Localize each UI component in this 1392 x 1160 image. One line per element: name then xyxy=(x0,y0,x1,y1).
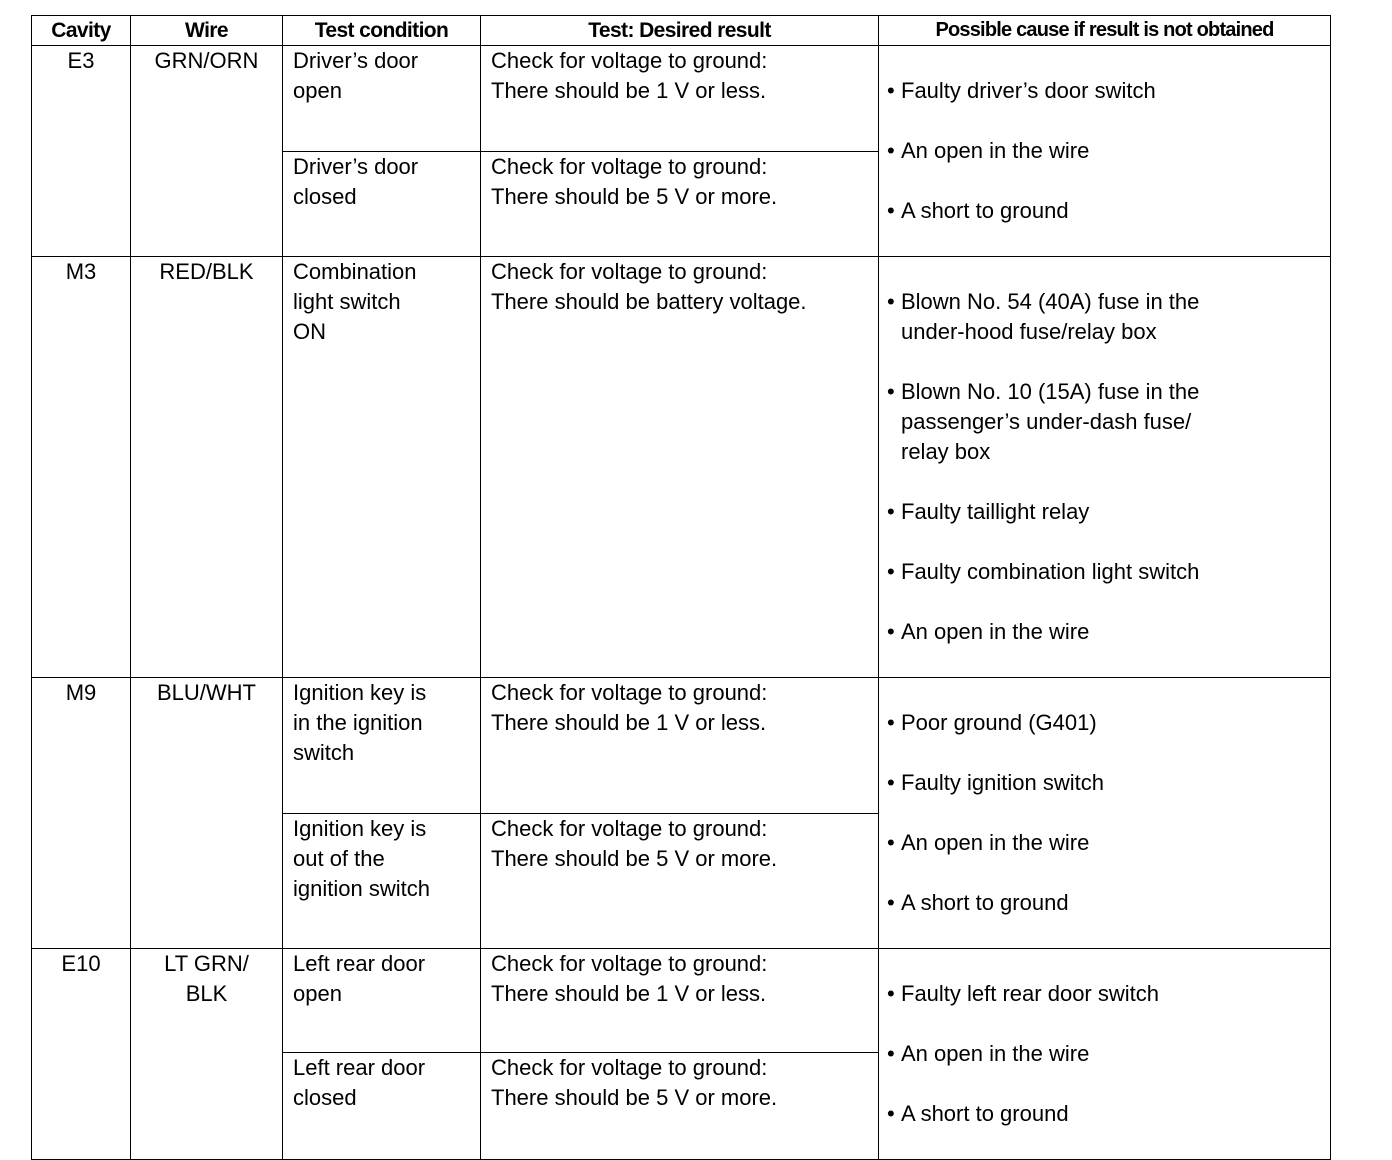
cavity-cell: E10 xyxy=(32,949,131,1160)
causes-cell xyxy=(879,678,1331,949)
condition-cell: Driver’s door open xyxy=(283,46,481,152)
wire-cell: BLU/WHT xyxy=(131,678,283,949)
cause-item: • A short to ground xyxy=(901,888,1330,918)
cause-item: • Blown No. 54 (40A) fuse in the under-hood fuse/relay box xyxy=(901,287,1330,347)
table-row xyxy=(32,46,1331,152)
cause-item: • An open in the wire xyxy=(901,828,1330,858)
cause-item: • Poor ground (G401) xyxy=(901,708,1330,738)
header-wire: Wire xyxy=(131,16,283,46)
wire-cell: LT GRN/ BLK xyxy=(131,949,283,1160)
cause-item: • Faulty left rear door switch xyxy=(901,979,1330,1009)
condition-cell: Combination light switch ON xyxy=(283,257,481,678)
condition-cell: Ignition key is out of the ignition switch xyxy=(283,813,481,949)
condition-cell: Driver’s door closed xyxy=(283,151,481,257)
header-desired-result: Test: Desired result xyxy=(481,16,879,46)
result-cell: Check for voltage to ground: There should be 1 V or less. xyxy=(481,46,879,152)
cavity-cell: M3 xyxy=(32,257,131,678)
table-row xyxy=(32,257,1331,678)
cause-item: • An open in the wire xyxy=(901,617,1330,647)
cavity-cell: M9 xyxy=(32,678,131,949)
table-row xyxy=(32,949,1331,1053)
cavity-cell: E3 xyxy=(32,46,131,257)
cause-item: • An open in the wire xyxy=(901,1039,1330,1069)
condition-cell: Left rear door open xyxy=(283,949,481,1053)
condition-cell: Ignition key is in the ignition switch xyxy=(283,678,481,814)
cause-item: • Faulty ignition switch xyxy=(901,768,1330,798)
cause-item: • Faulty driver’s door switch xyxy=(901,76,1330,106)
causes-cell xyxy=(879,257,1331,678)
causes-cell xyxy=(879,46,1331,257)
circuit-test-table xyxy=(31,15,1331,1160)
header-possible-cause: Possible cause if result is not obtained xyxy=(879,16,1331,46)
header-row xyxy=(32,16,1331,46)
condition-cell: Left rear door closed xyxy=(283,1052,481,1159)
cause-item: • A short to ground xyxy=(901,1099,1330,1129)
wire-cell: GRN/ORN xyxy=(131,46,283,257)
causes-cell xyxy=(879,949,1331,1160)
result-cell: Check for voltage to ground: There should be 5 V or more. xyxy=(481,151,879,257)
table-row xyxy=(32,678,1331,814)
header-test-condition: Test condition xyxy=(283,16,481,46)
cause-item: • An open in the wire xyxy=(901,136,1330,166)
wire-cell: RED/BLK xyxy=(131,257,283,678)
header-cavity: Cavity xyxy=(32,16,131,46)
cause-item: • Faulty combination light switch xyxy=(901,557,1330,587)
result-cell: Check for voltage to ground: There should be battery voltage. xyxy=(481,257,879,678)
result-cell: Check for voltage to ground: There should be 5 V or more. xyxy=(481,813,879,949)
result-cell: Check for voltage to ground: There should be 1 V or less. xyxy=(481,949,879,1053)
result-cell: Check for voltage to ground: There should be 5 V or more. xyxy=(481,1052,879,1159)
cause-item: • A short to ground xyxy=(901,196,1330,226)
cause-item: • Blown No. 10 (15A) fuse in the passenger’s under-dash fuse/ relay box xyxy=(901,377,1330,467)
cause-item: • Faulty taillight relay xyxy=(901,497,1330,527)
result-cell: Check for voltage to ground: There should be 1 V or less. xyxy=(481,678,879,814)
